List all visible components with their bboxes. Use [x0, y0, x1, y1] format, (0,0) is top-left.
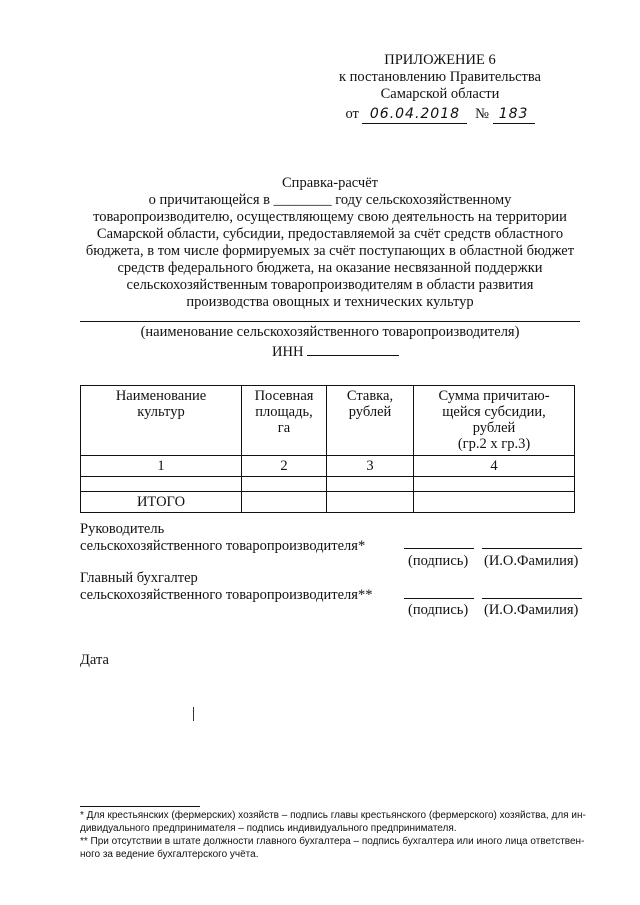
header-subsidy-line1: Сумма причитаю- — [438, 388, 550, 404]
title-heading: Справка-расчёт — [282, 175, 378, 191]
title-line-7: производства овощных и технических культур — [186, 294, 474, 310]
inn-label: ИНН — [272, 344, 304, 360]
document-title — [80, 175, 580, 311]
table-cell — [81, 477, 242, 492]
header-rate-line2: рублей — [348, 404, 392, 420]
head-name-caption: (И.О.Фамилия) — [484, 553, 579, 569]
head-signature-label — [80, 521, 365, 555]
table-cell — [327, 477, 414, 492]
header-rate — [327, 386, 414, 456]
table-number-row — [81, 456, 575, 477]
head-line2: сельскохозяйственного товаропроизводителя* — [80, 538, 366, 554]
col-number-3: 3 — [327, 456, 414, 477]
footnote-separator — [80, 806, 200, 807]
footnotes — [80, 809, 590, 861]
title-line-3: Самарской области, субсидии, предоставляемой за счёт средств областного — [96, 226, 564, 242]
title-line-5: средств федерального бюджета, на оказание несвязанной поддержки — [117, 260, 543, 276]
header-rate-line1: Ставка, — [346, 388, 394, 404]
number-prefix: № — [475, 106, 489, 122]
footnote-2-line1: ** При отсутствии в штате должности главного бухгалтера – подпись бухгалтера или иного лица ответствен- — [80, 836, 585, 847]
date-value: 06.04.2018 — [362, 106, 467, 124]
table-total-row — [81, 492, 575, 513]
appendix-line2: Самарской области — [380, 86, 500, 102]
table-cell — [242, 492, 327, 513]
accountant-name-caption: (И.О.Фамилия) — [484, 602, 579, 618]
footnote-2-line2: ного за ведение бухгалтерского учёта. — [80, 849, 259, 860]
col-number-4: 4 — [414, 456, 575, 477]
head-name-line — [482, 548, 582, 549]
appendix-line1: к постановлению Правительства — [339, 69, 541, 85]
accountant-sign-caption: (подпись) — [408, 602, 469, 618]
head-sign-caption: (подпись) — [408, 553, 469, 569]
appendix-date-row — [300, 106, 580, 123]
appendix-title: ПРИЛОЖЕНИЕ 6 — [384, 52, 496, 68]
date-prefix: от — [345, 106, 359, 122]
header-crop-line1: Наименование — [115, 388, 207, 404]
accountant-sign-line — [404, 598, 474, 599]
header-area-line2: площадь, — [255, 404, 313, 420]
inn-row — [272, 341, 399, 361]
footnote-1-line1: * Для крестьянских (фермерских) хозяйств – подпись главы крестьянского (фермерского) хозяйства, для ин- — [80, 810, 586, 821]
title-line-1: о причитающейся в ________ году сельскохозяйственному — [148, 192, 512, 208]
col-number-1: 1 — [81, 456, 242, 477]
header-subsidy-line4: (гр.2 х гр.3) — [457, 436, 531, 452]
table-header-row — [81, 386, 575, 456]
producer-caption: (наименование сельскохозяйственного товаропроизводителя) — [140, 324, 520, 340]
header-area-line1: Посевная — [254, 388, 314, 404]
date-label: Дата — [80, 652, 109, 668]
accountant-line1: Главный бухгалтер — [80, 570, 198, 586]
calculation-table — [80, 385, 575, 513]
head-line1: Руководитель — [80, 521, 165, 537]
title-line-4: бюджета, в том числе формируемых за счёт поступающих в областной бюджет — [85, 243, 575, 259]
table-cell — [414, 477, 575, 492]
header-area-line3: га — [277, 420, 291, 436]
accountant-line2: сельскохозяйственного товаропроизводителя** — [80, 587, 373, 603]
accountant-name-line — [482, 598, 582, 599]
header-crop — [81, 386, 242, 456]
header-crop-line2: культур — [137, 404, 185, 420]
title-line-6: сельскохозяйственным товаропроизводителям в области развития — [126, 277, 534, 293]
header-subsidy — [414, 386, 575, 456]
number-value: 183 — [493, 106, 535, 124]
inn-field — [307, 341, 399, 356]
table-cell — [327, 492, 414, 513]
col-number-2: 2 — [242, 456, 327, 477]
header-area — [242, 386, 327, 456]
head-sign-line — [404, 548, 474, 549]
header-subsidy-line3: рублей — [472, 420, 516, 436]
title-line-2: товаропроизводителю, осуществляющему свою деятельность на территории — [93, 209, 567, 225]
scan-mark — [193, 707, 194, 721]
table-empty-row — [81, 477, 575, 492]
table-cell — [242, 477, 327, 492]
producer-name-line — [80, 321, 580, 322]
footnote-1-line2: дивидуального предпринимателя – подпись индивидуального предпринимателя. — [80, 823, 457, 834]
accountant-signature-label — [80, 570, 372, 604]
total-label: ИТОГО — [81, 492, 242, 513]
header-subsidy-line2: щейся субсидии, — [442, 404, 546, 420]
appendix-block — [300, 52, 580, 123]
table-cell — [414, 492, 575, 513]
